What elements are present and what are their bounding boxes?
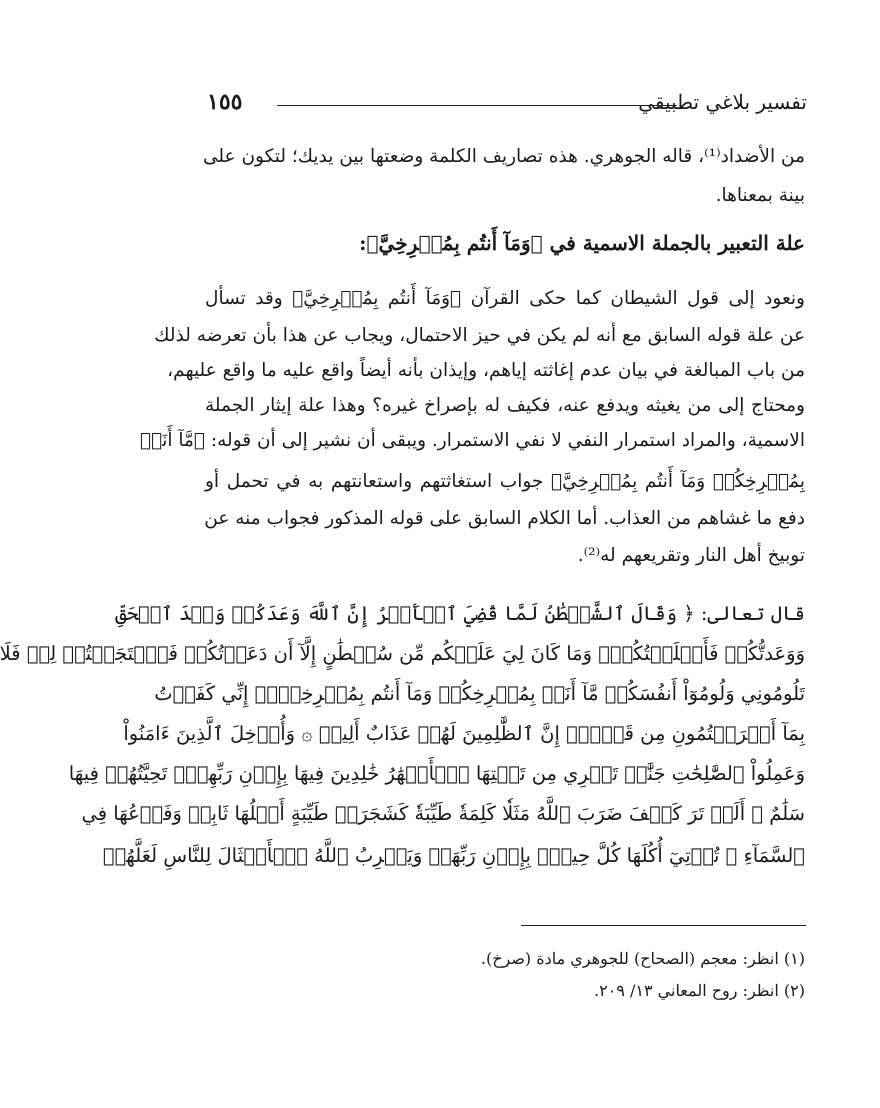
- text-line: الاسمية، والمراد استمرار النفي لا نفي الاستمرار. ويبقى أن نشير إلى أن قوله: ﴿مَّآ أَنَا۠: [140, 430, 805, 451]
- verse-line: وَعَمِلُواْ ٱلصَّٰلِحَٰتِ جَنَّٰتٖ تَجۡرِي مِن تَحۡتِهَا ٱلۡأَنۡهَٰرُ خَٰلِدِينَ فِيهَا بِإِذۡنِ رَبِّهِمۡۖ تَحِيَّتُهُمۡ فِيهَا: [68, 762, 805, 785]
- page-header: [207, 88, 807, 118]
- text-line: ونعود إلى قول الشيطان كما حكى القرآن ﴿وَمَآ أَنتُم بِمُصۡرِخِيَّ﴾ وقد تسأل: [205, 288, 805, 309]
- text-line: بينة بمعناها.: [715, 185, 805, 206]
- text-line: توبيخ أهل النار وتقريعهم له⁽²⁾.: [577, 545, 805, 566]
- verse-line: قال تعالى: ﴿ وَقَالَ ٱلشَّيۡطَٰنُ لَمَّا قُضِيَ ٱلۡأَمۡرُ إِنَّ ٱللَّهَ وَعَدَكُمۡ وَعۡدَ ٱلۡحَقِّ: [115, 602, 805, 625]
- text-line: دفع ما غشاهم من العذاب. أما الكلام السابق على قوله المذكور فجواب منه عن: [204, 508, 805, 529]
- running-title: تفسير بلاغي تطبيقي: [638, 90, 807, 114]
- verse-line: ٱلسَّمَآءِ ۞ تُؤۡتِيٓ أُكُلَهَا كُلَّ حِينِۭ بِإِذۡنِ رَبِّهَاۗ وَيَضۡرِبُ ٱللَّهُ ٱلۡأَمۡثَالَ لِلنَّاسِ لَعَلَّهُمۡ: [102, 844, 805, 867]
- section-heading: علة التعبير بالجملة الاسمية في ﴿وَمَآ أَنتُم بِمُصۡرِخِيَّ﴾:: [359, 231, 805, 255]
- text-line: ومحتاج إلى من يغيثه ويدفع عنه، فكيف له بإصراخ غيره؟ وهذا علة إيثار الجملة: [205, 395, 805, 416]
- footnote-rule: [521, 925, 806, 926]
- verse-line: بِمَآ أَشۡرَكۡتُمُونِ مِن قَبۡلُۗ إِنَّ ٱلظَّٰلِمِينَ لَهُمۡ عَذَابٌ أَلِيمٞ ۞ وَأُدۡخِلَ ٱلَّذِينَ ءَامَنُواْ: [123, 722, 805, 745]
- verse-line: سَلَٰمٌ ۞ أَلَمۡ تَرَ كَيۡفَ ضَرَبَ ٱللَّهُ مَثَلٗا كَلِمَةٗ طَيِّبَةٗ كَشَجَرَةٖ طَيِّبَةٍ أَصۡلُهَا ثَابِتٞ وَفَرۡعُهَا فِي: [81, 802, 805, 825]
- verse-line: تَلُومُونِي وَلُومُوٓاْ أَنفُسَكُمۖ مَّآ أَنَا۠ بِمُصۡرِخِكُمۡ وَمَآ أَنتُم بِمُصۡرِخِيَّۖ إِنِّي كَفَرۡتُ: [154, 682, 805, 705]
- text-line: عن علة قوله السابق مع أنه لم يكن في حيز الاحتمال، ويجاب عن هذا بأن تعرضه لذلك: [154, 325, 805, 346]
- footnote: (١) انظر: معجم (الصحاح) للجوهري مادة (صرخ).: [480, 949, 805, 968]
- page-number: ١٥٥: [207, 89, 243, 115]
- text-line: من الأضداد⁽¹⁾، قاله الجوهري. هذه تصاريف الكلمة وضعتها بين يديك؛ لتكون على: [202, 146, 805, 167]
- header-rule: [277, 105, 677, 106]
- footnote: (٢) انظر: روح المعاني ١٣/ ٢٠٩.: [594, 981, 805, 1000]
- text-line: من باب المبالغة في بيان عدم إغاثته إياهم، وإيذان بأنه أيضاً واقع عليه ما واقع عليهم،: [167, 360, 805, 381]
- verse-line: وَوَعَدتُّكُمۡ فَأَخۡلَفۡتُكُمۡۖ وَمَا كَانَ لِيَ عَلَيۡكُم مِّن سُلۡطَٰنٍ إِلَّآ أَن دَعَوۡتُكُمۡ فَٱسۡتَجَبۡتُمۡ لِيۖ فَلَا: [0, 642, 805, 665]
- text-line: بِمُصۡرِخِكُمۡ وَمَآ أَنتُم بِمُصۡرِخِيَّ﴾ جواب استغاثتهم واستعانتهم به في تحمل أو: [205, 471, 805, 492]
